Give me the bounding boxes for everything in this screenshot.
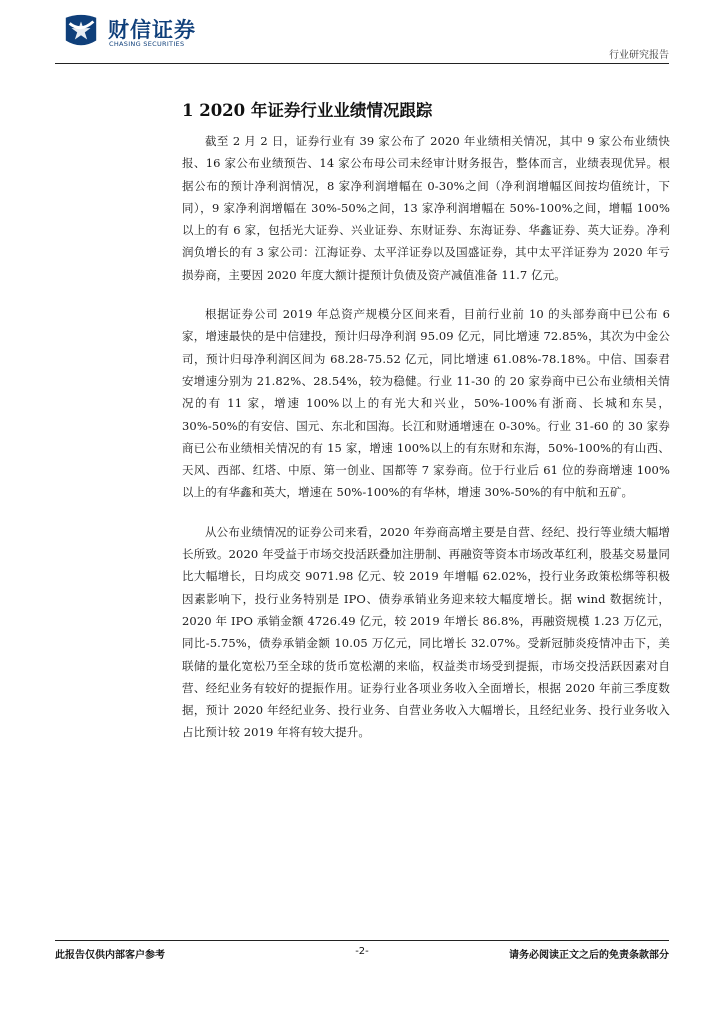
footer-divider [55,940,669,941]
page-number: -2- [355,946,369,957]
footer-disclaimer-left: 此报告仅供内部客户参考 [55,950,165,961]
company-name-en: CHASING SECURITIES [109,40,185,48]
page-footer [55,946,669,962]
section-title: 1 2020 年证券行业业绩情况跟踪 [182,101,433,120]
company-name-cn: 财信证券 [108,18,196,42]
body-paragraph: 根据证券公司 2019 年总资产规模分区间来看，目前行业前 10 的头部券商中已公布 6 家，增速最快的是中信建投，预计归母净利润 95.09 亿元，同比增速 72.85%，其次为中金公司，预计归母净利润区间为 68.28-75.52 亿元，同比增速 61.08%-78.18%。中信、国泰君安增速分别为 21.82%、28.54%，较为稳健。行业 11-30 的 20 家券商中已公布业绩相关情况的有 11 家，增速 100%以上的有光大和兴业，50%-100%有浙商、长城和东吴，30%-50%的有安信、国元、东北和国海。长江和财通增速在 0-30%。行业 31-60 的 30 家券商已公布业绩相关情况的有 15 家，增速 100%以上的有东财和东海，50%-100%的有山西、天风、西部、红塔、中原、第一创业、国都等 7 家券商。位于行业后 61 位的券商增速 100%以上的有华鑫和英大，增速在 50%-100%的有华林，增速 30%-50%的有中航和五矿。 [182,307,670,500]
chasing-securities-logo-icon [62,12,100,50]
body-content [182,130,670,761]
company-logo [62,12,212,50]
body-paragraph: 从公布业绩情况的证券公司来看，2020 年券商高增主要是自营、经纪、投行等业绩大幅增长所致。2020 年受益于市场交投活跃叠加注册制、再融资等资本市场改革红利，股基交易量同比大幅增长，日均成交 9071.98 亿元、较 2019 年增幅 62.02%，投行业务政策松绑等积极因素影响下，投行业务特别是 IPO、债券承销业务迎来较大幅度增长。据 wind 数据统计，2020 年 IPO 承销金额 4726.49 亿元，较 2019 年增长 86.8%，再融资规模 1.23 万亿元，同比-5.75%，债券承销金额 10.05 万亿元，同比增长 32.07%。受新冠肺炎疫情冲击下，美联储的量化宽松乃至全球的货币宽松潮的来临，权益类市场受到提振，市场交投活跃因素对自营、经纪业务有较好的提振作用。证券行业各项业务收入全面增长，根据 2020 年前三季度数据，预计 2020 年经纪业务、投行业务、自营业务收入大幅增长，且经纪业务、投行业务收入占比预计较 2019 年将有较大提升。 [182,524,670,740]
body-paragraph: 截至 2 月 2 日，证券行业有 39 家公布了 2020 年业绩相关情况，其中 9 家公布业绩快报、16 家公布业绩预告、14 家公布母公司未经审计财务报告，整体而言，业绩表现优异。根据公布的预计净利润情况，8 家净利润增幅在 0-30%之间（净利润增幅区间按均值统计，下同），9 家净利润增幅在 30%-50%之间，13 家净利润增幅在 50%-100%之间，增幅 100%以上的有 6 家，包括光大证券、兴业证券、东财证券、东海证券、华鑫证券、英大证券。净利润负增长的有 3 家公司：江海证券、太平洋证券以及国盛证券，其中太平洋证券为 2020 年亏损券商，主要因 2020 年度大额计提预计负债及资产减值准备 11.7 亿元。 [182,134,670,282]
header-divider [55,63,669,64]
report-type-label: 行业研究报告 [609,50,669,61]
footer-disclaimer-right: 请务必阅读正文之后的免责条款部分 [509,950,669,961]
